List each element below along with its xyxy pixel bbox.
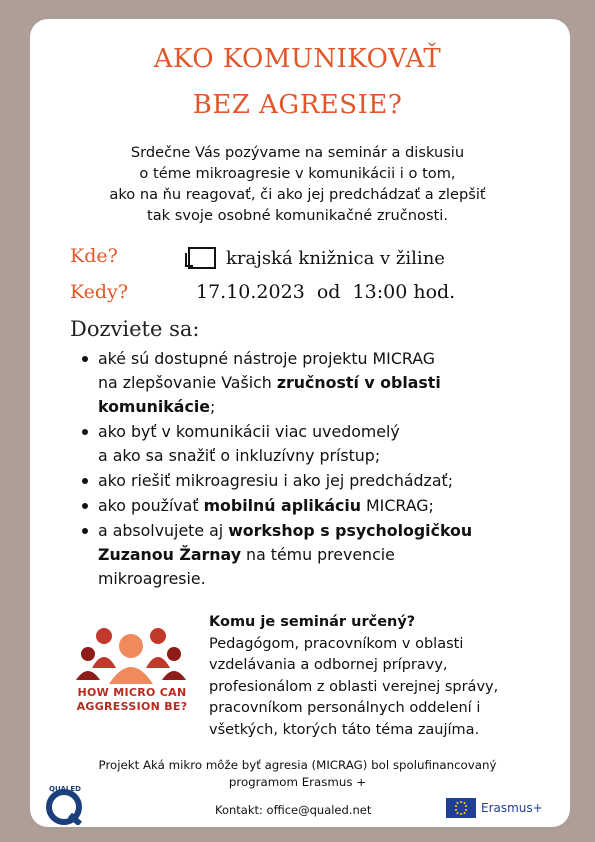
qualed-logo-icon bbox=[42, 783, 88, 825]
list-item bbox=[72, 420, 572, 468]
logo-text bbox=[66, 686, 198, 714]
intro-line: ako na ňu reagovať, či ako jej predchádzať a zlepšiť bbox=[109, 186, 486, 203]
intro-text bbox=[0, 142, 595, 226]
audience-section bbox=[209, 612, 498, 741]
title-line-1: AKO KOMUNIKOVAŤ bbox=[153, 44, 442, 74]
logo-text-line: AGGRESSION BE? bbox=[76, 700, 188, 713]
where-value bbox=[188, 247, 445, 269]
list-item bbox=[72, 519, 572, 591]
list-item-text: a absolvujete aj workshop s psychologičkou bbox=[98, 521, 473, 540]
when-value: 17.10.2023 od 13:00 hod. bbox=[196, 281, 456, 303]
audience-heading: Komu je seminár určený? bbox=[209, 614, 416, 630]
intro-line: Srdečne Vás pozývame na seminár a diskusiu bbox=[130, 144, 465, 161]
funding-line: programom Erasmus + bbox=[228, 775, 367, 789]
eu-flag-icon bbox=[446, 798, 476, 818]
list-item-text: ako používať mobilnú aplikáciu MICRAG; bbox=[98, 496, 434, 515]
list-item bbox=[72, 494, 572, 518]
list-item-text: Zuzanou Žarnay na tému prevencie bbox=[98, 545, 395, 564]
intro-line: o téme mikroagresie v komunikácii i o tom, bbox=[139, 165, 456, 182]
list-item-text: a ako sa snažiť o inkluzívny prístup; bbox=[98, 446, 381, 465]
when-label: Kedy? bbox=[70, 281, 129, 303]
list-item-text: na zlepšovanie Vašich zručností v oblasti bbox=[98, 373, 441, 392]
where-text: krajská knižnica v žiline bbox=[226, 247, 445, 269]
audience-line: Pedagógom, pracovníkom v oblasti bbox=[209, 635, 464, 652]
logo-text-line: HOW MICRO CAN bbox=[77, 686, 187, 699]
funding-line: Projekt Aká mikro môže byť agresia (MICRAG) bol spolufinancovaný bbox=[98, 758, 497, 772]
title-line-2: BEZ AGRESIE? bbox=[192, 90, 403, 120]
audience-line: vzdelávania a odbornej prípravy, bbox=[209, 657, 448, 673]
list-item-text: ako riešiť mikroagresiu i ako jej predchádzať; bbox=[98, 471, 454, 490]
funding-note bbox=[0, 757, 595, 791]
contact-email[interactable]: Kontakt: office@qualed.net bbox=[215, 803, 372, 817]
audience-line: profesionálom z oblasti verejnej správy, bbox=[209, 678, 499, 695]
intro-line: tak svoje osobné komunikačné zručnosti. bbox=[147, 207, 448, 224]
list-item-text: komunikácie; bbox=[98, 397, 216, 416]
square-bracket-icon bbox=[188, 247, 216, 269]
qualed-logo-text: QUALED bbox=[49, 785, 81, 793]
list-item-text: mikroagresie. bbox=[98, 569, 206, 588]
learn-list bbox=[72, 347, 572, 592]
erasmus-label: Erasmus+ bbox=[481, 801, 543, 815]
list-item-text: aké sú dostupné nástroje projektu MICRAG bbox=[98, 349, 435, 368]
learn-heading: Dozviete sa: bbox=[70, 317, 200, 341]
list-item bbox=[72, 347, 572, 419]
list-item bbox=[72, 469, 572, 493]
erasmus-logo bbox=[446, 798, 543, 818]
list-item-text: ako byť v komunikácii viac uvedomelý bbox=[98, 422, 400, 441]
where-label: Kde? bbox=[70, 245, 118, 267]
audience-line: pracovníkom personálnych oddelení i bbox=[209, 700, 481, 716]
audience-line: všetkých, ktorých táto téma zaujíma. bbox=[209, 721, 480, 738]
